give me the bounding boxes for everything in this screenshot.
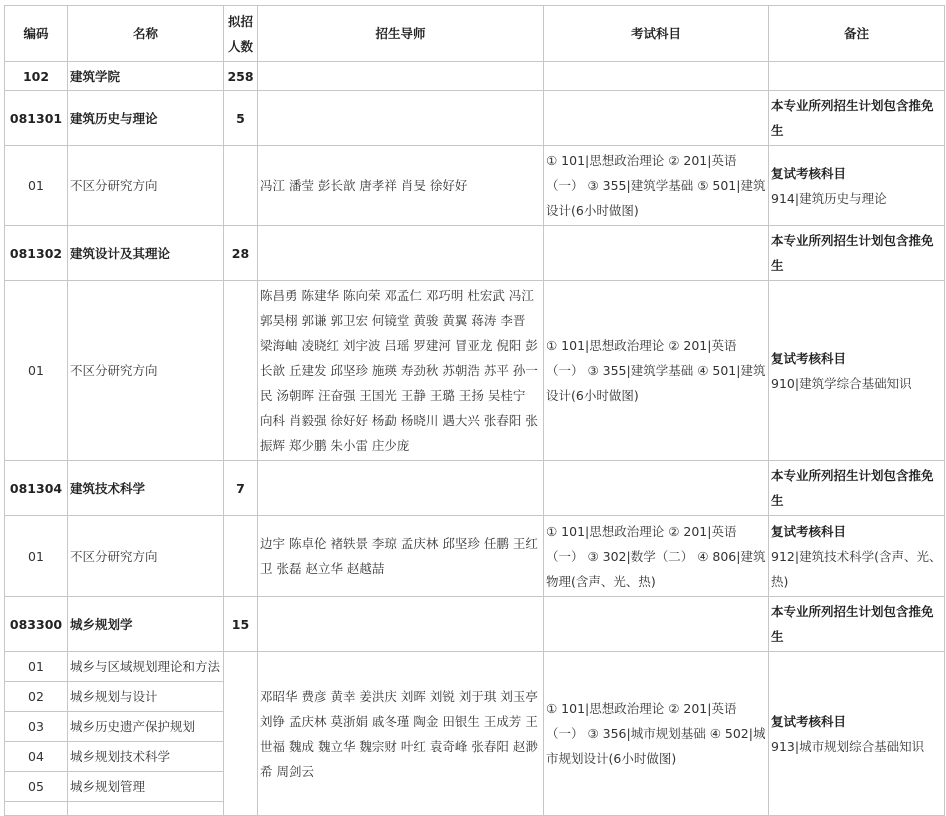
row-code: 083300: [5, 597, 68, 652]
direction-name: 城乡与区域规划理论和方法: [68, 652, 224, 682]
row-quota: [224, 146, 258, 226]
row-code: 081302: [5, 226, 68, 281]
table-row: [5, 226, 945, 281]
row-code: 102: [5, 62, 68, 91]
direction-code: 05: [5, 772, 68, 802]
remark-title: 复试考核科目: [771, 713, 847, 729]
row-advisors: [258, 597, 544, 652]
remark-detail: 912|建筑技术科学(含声、光、热): [771, 548, 942, 589]
row-code: 01: [5, 146, 68, 226]
admissions-table: [4, 5, 945, 816]
table-row: [5, 281, 945, 461]
row-advisors: [258, 91, 544, 146]
remark-title: 复试考核科目: [771, 523, 847, 539]
row-quota: 7: [224, 461, 258, 516]
group-subjects: ① 101|思想政治理论 ② 201|英语（一） ③ 356|城市规划基础 ④ 502|城市规划设计(6小时做图): [544, 652, 769, 816]
row-subjects: [544, 461, 769, 516]
row-name: 建筑设计及其理论: [68, 226, 224, 281]
row-name: 建筑学院: [68, 62, 224, 91]
row-subjects: [544, 91, 769, 146]
header-remarks: 备注: [769, 6, 945, 62]
row-name: 不区分研究方向: [68, 146, 224, 226]
row-remarks: [769, 516, 945, 597]
row-name: 不区分研究方向: [68, 516, 224, 597]
direction-code: 04: [5, 742, 68, 772]
row-advisors: [258, 461, 544, 516]
remark-detail: 910|建筑学综合基础知识: [771, 375, 912, 391]
group-remarks: [769, 652, 945, 816]
header-subjects: 考试科目: [544, 6, 769, 62]
direction-code: 02: [5, 682, 68, 712]
row-subjects: ① 101|思想政治理论 ② 201|英语（一） ③ 302|数学（二） ④ 806|建筑物理(含声、光、热): [544, 516, 769, 597]
row-quota: 15: [224, 597, 258, 652]
header-quota: 拟招人数: [224, 6, 258, 62]
direction-code: 01: [5, 652, 68, 682]
row-name: 不区分研究方向: [68, 281, 224, 461]
row-name: 建筑历史与理论: [68, 91, 224, 146]
direction-code: 03: [5, 712, 68, 742]
row-subjects: ① 101|思想政治理论 ② 201|英语（一） ③ 355|建筑学基础 ⑤ 501|建筑设计(6小时做图): [544, 146, 769, 226]
row-name: 城乡规划学: [68, 597, 224, 652]
row-remarks: [769, 281, 945, 461]
row-remarks: 本专业所列招生计划包含推免生: [769, 91, 945, 146]
table-header-row: [5, 6, 945, 62]
header-advisors: 招生导师: [258, 6, 544, 62]
row-advisors: 冯江 潘莹 彭长歆 唐孝祥 肖旻 徐好好: [258, 146, 544, 226]
row-advisors: [258, 62, 544, 91]
direction-name: 城乡历史遗产保护规划: [68, 712, 224, 742]
row-subjects: [544, 597, 769, 652]
table-row: [5, 91, 945, 146]
row-code: 081304: [5, 461, 68, 516]
table-row: [5, 461, 945, 516]
table-row: [5, 516, 945, 597]
row-subjects: [544, 62, 769, 91]
table-row: [5, 652, 945, 682]
row-code: 01: [5, 516, 68, 597]
remark-title: 复试考核科目: [771, 350, 847, 366]
row-code: [5, 802, 68, 816]
row-quota: 28: [224, 226, 258, 281]
row-advisors: 陈昌勇 陈建华 陈向荣 邓孟仁 邓巧明 杜宏武 冯江 郭昊栩 郭谦 郭卫宏 何镜堂 黄骏 黄翼 蒋涛 李晋 梁海岫 凌晓红 刘宇波 吕瑶 罗建河 冒亚龙 倪阳 彭长歆 丘建发 邱坚珍 施瑛 寿劲秋 苏朝浩 苏平 孙一民 汤朝晖 汪奋强 王国光 王静 王璐 王扬 吴桂宁 向科 肖毅强 徐好好 杨勐 杨晓川 遇大兴 张春阳 张振辉 郑少鹏 朱小雷 庄少庞: [258, 281, 544, 461]
table-row: [5, 62, 945, 91]
row-remarks: [769, 146, 945, 226]
row-quota: [224, 652, 258, 816]
row-subjects: [544, 226, 769, 281]
row-code: 081301: [5, 91, 68, 146]
row-advisors: 边宇 陈卓伦 褚轶景 李琼 孟庆林 邱坚珍 任鹏 王红卫 张磊 赵立华 赵越喆: [258, 516, 544, 597]
remark-detail: 914|建筑历史与理论: [771, 190, 887, 206]
group-advisors: 邓昭华 费彦 黄幸 姜洪庆 刘晖 刘锐 刘于琪 刘玉亭 刘铮 孟庆林 莫浙娟 戚冬瑾 陶金 田银生 王成芳 王世福 魏成 魏立华 魏宗财 叶红 袁奇峰 张春阳 赵渺希 周剑云: [258, 652, 544, 816]
row-quota: [224, 516, 258, 597]
direction-name: 城乡规划管理: [68, 772, 224, 802]
table-row: [5, 146, 945, 226]
remark-title: 复试考核科目: [771, 165, 847, 181]
row-subjects: ① 101|思想政治理论 ② 201|英语（一） ③ 355|建筑学基础 ④ 501|建筑设计(6小时做图): [544, 281, 769, 461]
row-advisors: [258, 226, 544, 281]
table-row: [5, 597, 945, 652]
header-name: 名称: [68, 6, 224, 62]
row-code: 01: [5, 281, 68, 461]
header-code: 编码: [5, 6, 68, 62]
row-name: [68, 802, 224, 816]
row-remarks: 本专业所列招生计划包含推免生: [769, 226, 945, 281]
row-quota: [224, 281, 258, 461]
row-name: 建筑技术科学: [68, 461, 224, 516]
row-remarks: 本专业所列招生计划包含推免生: [769, 461, 945, 516]
direction-name: 城乡规划与设计: [68, 682, 224, 712]
row-remarks: 本专业所列招生计划包含推免生: [769, 597, 945, 652]
row-quota: 258: [224, 62, 258, 91]
row-quota: 5: [224, 91, 258, 146]
remark-detail: 913|城市规划综合基础知识: [771, 738, 925, 754]
direction-name: 城乡规划技术科学: [68, 742, 224, 772]
row-remarks: [769, 62, 945, 91]
